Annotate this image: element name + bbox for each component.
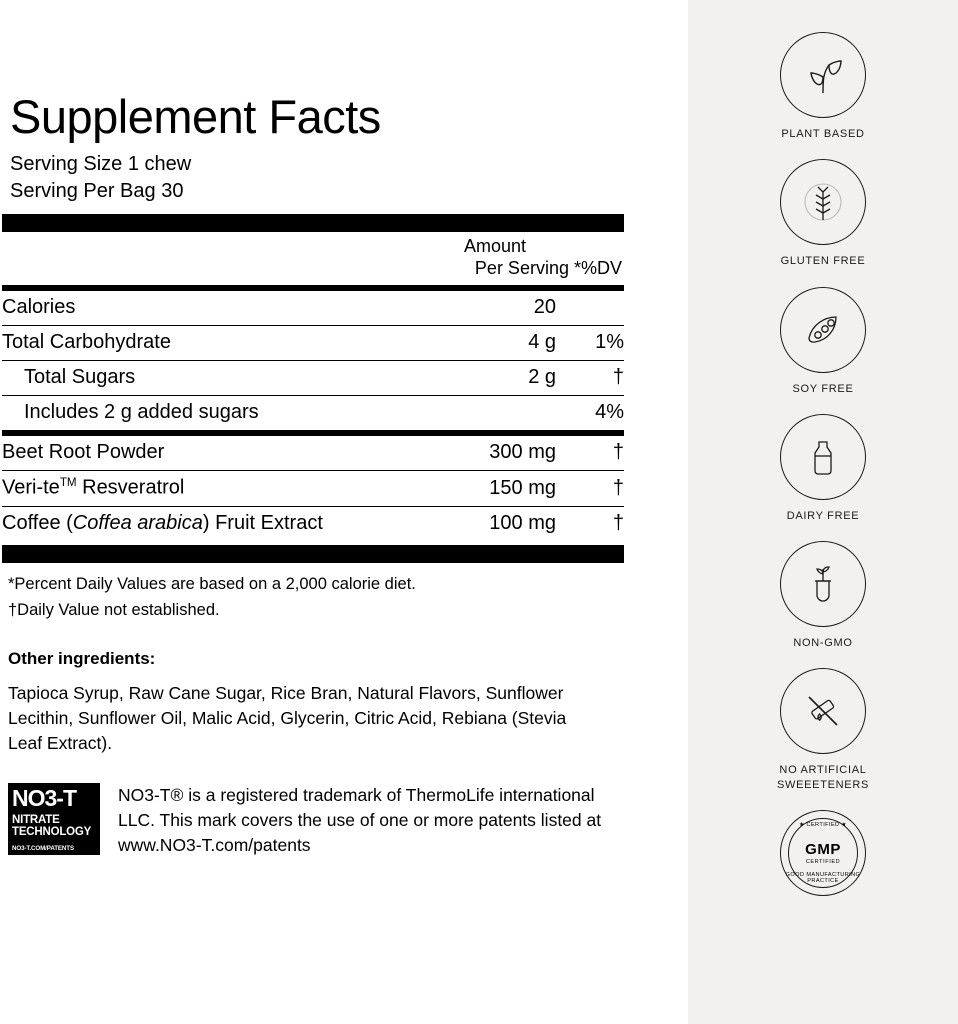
- badge-circle: [780, 668, 866, 754]
- row-dv: †: [556, 471, 624, 507]
- footnote-daily-values: *Percent Daily Values are based on a 2,000 calorie diet.: [8, 574, 416, 593]
- table-row: [2, 291, 624, 326]
- table-row: [2, 396, 624, 434]
- row-amount: 300 mg: [436, 433, 556, 471]
- badge-circle: [780, 159, 866, 245]
- row-amount: 4 g: [436, 326, 556, 361]
- no3t-logo-line3: NO3-T.COM/PATENTS: [12, 844, 75, 852]
- badge-label: SOY FREE: [792, 382, 854, 395]
- gmp-sub-label: CERTIFIED: [805, 859, 841, 866]
- certification-badges-column: [688, 0, 958, 1024]
- header-amount: Amount: [463, 236, 526, 257]
- wheat-icon: [799, 178, 847, 226]
- row-amount: 100 mg: [489, 511, 556, 534]
- row-dv: [556, 291, 624, 326]
- badge-label: NO ARTIFICIAL SWEEETENERS: [776, 764, 870, 791]
- trademark-text: NO3-T® is a registered trademark of ThermoLife international LLC. This mark covers the use of one or more patents listed at www.NO3-T.com/patents: [118, 784, 602, 856]
- badge-plant-based: [780, 32, 866, 141]
- row-dv: †: [556, 433, 624, 471]
- row-label: Coffee (Coffea arabica) Fruit Extract: [2, 511, 323, 534]
- row-dv: †: [556, 361, 624, 396]
- badge-non-gmo: [780, 541, 866, 650]
- row-label: Beet Root Powder: [2, 433, 436, 471]
- badge-label: NON-GMO: [793, 637, 853, 650]
- other-ingredients-heading: Other ingredients:: [8, 648, 156, 668]
- badge-circle: [780, 810, 866, 896]
- table-row: [2, 433, 624, 471]
- servings-per-bag: Serving Per Bag 30: [10, 179, 184, 202]
- footnote-dv-not-established: †Daily Value not established.: [8, 600, 220, 619]
- row-label: Total Sugars: [2, 361, 436, 396]
- row-amount: 150 mg: [436, 471, 556, 507]
- badge-gmp-certified: [780, 810, 866, 896]
- row-dv: †: [612, 511, 624, 534]
- badge-soy-free: [780, 287, 866, 396]
- badge-circle: [780, 541, 866, 627]
- row-label: Includes 2 g added sugars: [2, 396, 436, 434]
- no3t-logo-line1: NO3-T: [12, 784, 76, 811]
- header-per-serving-dv: Per Serving *%DV: [474, 258, 622, 279]
- row-amount: 2 g: [436, 361, 556, 396]
- row-label: Calories: [2, 291, 436, 326]
- gmp-arc-bottom: GOOD MANUFACTURING PRACTICE: [785, 872, 861, 885]
- row-dv: 1%: [556, 326, 624, 361]
- badge-circle: [780, 414, 866, 500]
- test-tube-plant-icon: [800, 561, 846, 607]
- rule-thick-top: [2, 214, 624, 232]
- no3t-logo-line2: NITRATE TECHNOLOGY: [12, 814, 92, 839]
- badge-label: GLUTEN FREE: [780, 255, 866, 268]
- badge-no-artificial-sweeteners: [777, 668, 869, 792]
- table-row: [2, 326, 624, 361]
- badge-circle: [780, 32, 866, 118]
- table-row: [2, 361, 624, 396]
- badge-label: DAIRY FREE: [786, 509, 860, 522]
- row-label: Total Carbohydrate: [2, 326, 436, 361]
- badge-label: PLANT BASED: [781, 128, 865, 140]
- other-ingredients-body: Tapioca Syrup, Raw Cane Sugar, Rice Bran, Natural Flavors, Sunflower Lecithin, Sunflower Oil, Malic Acid, Glycerin, Citric Acid, Rebiana (Stevia Leaf Extract).: [8, 682, 567, 754]
- no-sweetener-icon: [798, 686, 848, 736]
- leaf-icon: [799, 51, 847, 99]
- table-row: [2, 506, 624, 541]
- badge-circle: [780, 287, 866, 373]
- no3t-logo: [8, 783, 100, 855]
- gmp-arc-top: ★ CERTIFIED ★: [799, 822, 847, 829]
- row-amount: 20: [436, 291, 556, 326]
- soy-pod-icon: [798, 305, 848, 355]
- badge-gluten-free: [780, 159, 866, 268]
- row-dv: 4%: [556, 396, 624, 434]
- badge-dairy-free: [780, 414, 866, 523]
- gmp-main-label: GMP: [805, 841, 841, 859]
- trademark-section: [2, 783, 624, 859]
- table-row: [2, 471, 624, 507]
- nutrition-table: [2, 291, 624, 541]
- rule-thick-bottom: [2, 545, 624, 563]
- row-amount: [436, 396, 556, 434]
- table-header: [2, 232, 624, 285]
- milk-bottle-icon: [800, 434, 846, 480]
- serving-size: Serving Size 1 chew: [10, 153, 192, 176]
- row-label: Veri-te™ Resveratrol: [2, 471, 436, 507]
- page-title: Supplement Facts: [10, 90, 381, 143]
